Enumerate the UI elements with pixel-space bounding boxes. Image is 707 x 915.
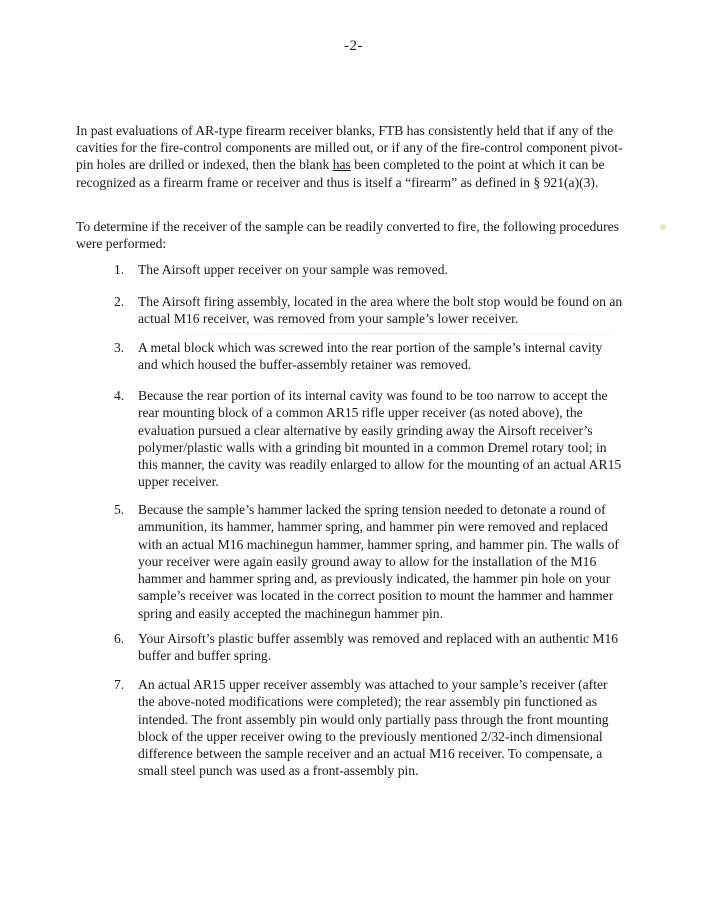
intro-paragraph-evaluations: [76, 122, 636, 191]
intro-paragraph-text-start: In past evaluations of AR-type firearm receiver blanks, FTB has consistently held that if any of the cavities for the fire-control components are milled out, or if any of the fire-control component pivot-pin holes are drilled or indexed, then the blank: [76, 123, 623, 173]
procedure-text: A metal block which was screwed into the rear portion of the sample’s internal cavity and which housed the buffer-assembly retainer was removed.: [138, 340, 603, 373]
procedure-number: 7.: [114, 677, 125, 692]
procedure-item-1: [114, 261, 624, 278]
procedure-text: The Airsoft firing assembly, located in the area where the bolt stop would be found on an actual M16 receiver, was removed from your sample’s lower receiver.: [138, 294, 623, 327]
scan-artifact-dot: [660, 224, 666, 230]
procedure-number: 1.: [114, 262, 125, 277]
procedure-number: 5.: [114, 502, 125, 517]
procedure-item-2: [114, 293, 624, 328]
procedure-number: 4.: [114, 388, 125, 403]
procedure-text: An actual AR15 upper receiver assembly was attached to your sample’s receiver (after the above-noted modifications were completed); the rear assembly pin functioned as intended. The front assembly pin would only partially pass through the front mounting block of the upper receiver owing to the previously mentioned 2/32-inch dimensional difference between the sample receiver and an actual M16 receiver. To compensate, a small steel punch was used as a front-assembly pin.: [138, 677, 609, 779]
procedure-item-5: [114, 501, 624, 622]
procedure-number: 2.: [114, 294, 125, 309]
emphasis-has: has: [332, 157, 351, 173]
procedure-text: Your Airsoft’s plastic buffer assembly was removed and replaced with an authentic M16 buffer and buffer spring.: [138, 631, 619, 664]
procedure-number: 6.: [114, 631, 125, 646]
page-number: -2-: [344, 38, 363, 54]
procedure-text: Because the rear portion of its internal cavity was found to be too narrow to accept the rear mounting block of a common AR15 rifle upper receiver (as noted above), the evaluation pursued a clear alternative by easily grinding away the Airsoft receiver’s polymer/plastic walls with a grinding bit mounted in a common Dremel rotary tool; in this manner, the cavity was readily enlarged to allow for the mounting of an actual AR15 upper receiver.: [138, 388, 622, 490]
scan-artifact-line: [112, 333, 682, 334]
procedure-number: 3.: [114, 340, 125, 355]
procedure-item-3: [114, 339, 624, 374]
procedure-item-7: [114, 676, 624, 780]
procedure-text: Because the sample’s hammer lacked the spring tension needed to detonate a round of ammunition, its hammer, hammer spring, and hammer pin were removed and replaced with an actual M16 machinegun hammer, hammer spring, and hammer pin. The walls of your receiver were again easily ground away to allow for the installation of the M16 hammer and hammer spring and, as previously indicated, the hammer pin hole on your sample’s receiver was located in the correct position to mount the hammer and hammer spring and easily accepted the machinegun hammer pin.: [138, 502, 619, 621]
procedure-item-6: [114, 630, 624, 665]
procedure-text: The Airsoft upper receiver on your sample was removed.: [138, 262, 448, 277]
intro-paragraph-text-end: been completed to the point at which it can be recognized as a firearm frame or receiver and thus is itself a “firearm” as defined in § 921(a)(3).: [76, 157, 605, 190]
procedure-item-4: [114, 387, 624, 491]
intro-paragraph-procedures: To determine if the receiver of the sample can be readily converted to fire, the following procedures were performed:: [76, 219, 619, 252]
